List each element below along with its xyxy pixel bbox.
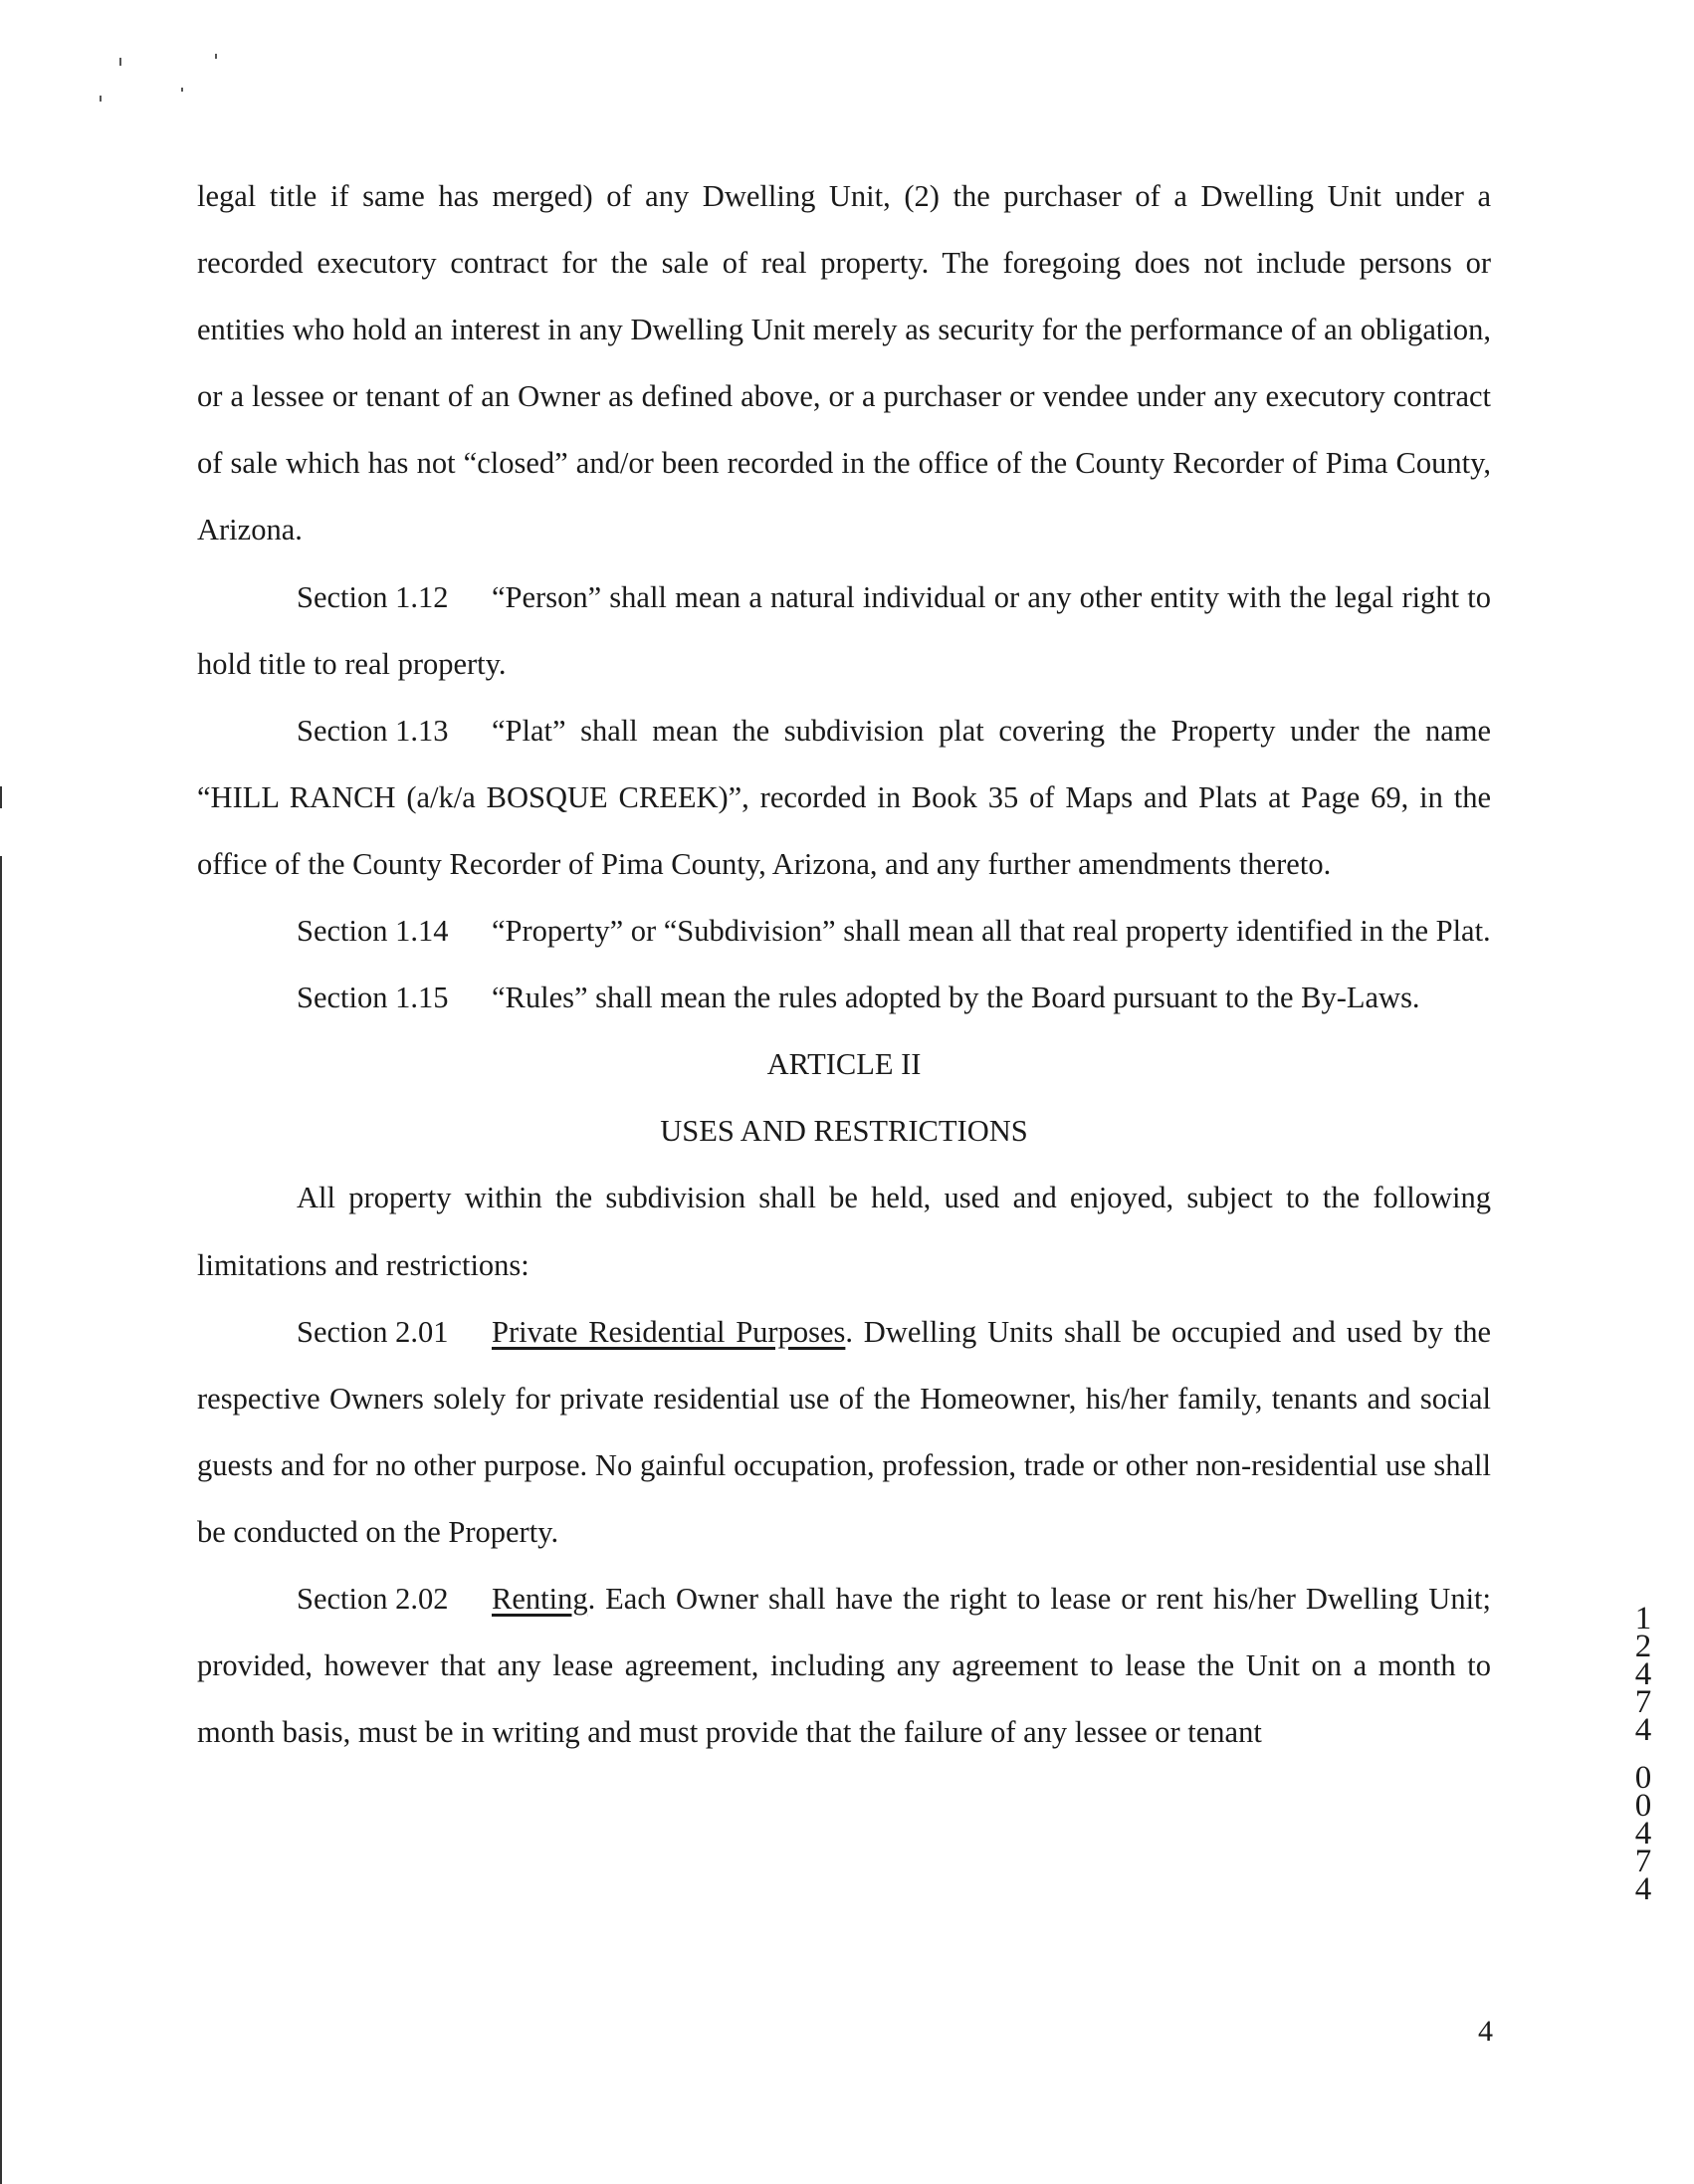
- section-text: . Dwelling Units shall be occupied and used by the respective Owners solely for private residential use of the Homeowner, his/her family, tenants and social guests and for no other purpose. No gainful occupation, profession, trade or other non-residential use shall be conducted on the Property.: [197, 1314, 1491, 1549]
- scan-edge-line: [0, 786, 2, 808]
- page-number: 4: [1478, 2015, 1493, 2048]
- stamp-digit: 4: [1634, 1656, 1652, 1692]
- article-subtitle: USES AND RESTRICTIONS: [660, 1114, 1028, 1149]
- scan-speck: [181, 88, 183, 92]
- scan-speck: [215, 54, 217, 59]
- stamp-digit: 2: [1634, 1629, 1652, 1664]
- section-number: Section 1.15: [297, 981, 449, 1015]
- section-2-01: [197, 1299, 1491, 1566]
- stamp-digit: 7: [1634, 1844, 1652, 1879]
- section-number: Section 1.14: [297, 914, 449, 949]
- stamp-digit: 4: [1634, 1871, 1652, 1907]
- section-2-02: [197, 1566, 1491, 1766]
- section-number: Section 1.13: [297, 713, 449, 748]
- section-number: Section 2.01: [297, 1314, 449, 1349]
- document-body: [197, 163, 1491, 1766]
- recording-stamp: [1628, 1601, 1658, 1907]
- paragraph-owner-definition-continued: legal title if same has merged) of any Dwelling Unit, (2) the purchaser of a Dwelling Unit under a recorded executory contract for the sale of real property. The foregoing does not include persons or entities who hold an interest in any Dwelling Unit merely as security for the performance of an obligation, or a lessee or tenant of an Owner as defined above, or a purchaser or vendee under any executory contract of sale which has not “closed” and/or been recorded in the office of the County Recorder of Pima County, Arizona.: [197, 179, 1491, 547]
- section-number: Section 1.12: [297, 579, 449, 614]
- scan-speck: [119, 58, 121, 66]
- section-text: “Rules” shall mean the rules adopted by the Board pursuant to the By-Laws.: [492, 981, 1420, 1015]
- section-1-15: [197, 965, 1491, 1031]
- article-intro: All property within the subdivision shall be held, used and enjoyed, subject to the following limitations and restrictions:: [197, 1181, 1491, 1282]
- section-text: “Person” shall mean a natural individual or any other entity with the legal right to hold title to real property.: [197, 579, 1491, 681]
- stamp-digit: 0: [1634, 1788, 1652, 1824]
- stamp-digit: 1: [1634, 1601, 1652, 1637]
- scan-edge-line: [0, 856, 2, 2184]
- stamp-digit: 7: [1634, 1684, 1652, 1720]
- section-1-13: [197, 698, 1491, 898]
- stamp-digit: 4: [1634, 1712, 1652, 1748]
- section-number: Section 2.02: [297, 1581, 449, 1616]
- section-text: “Plat” shall mean the subdivision plat covering the Property under the name “HILL RANCH (a/k/a BOSQUE CREEK)”, recorded in Book 35 of Maps and Plats at Page 69, in the office of the County Recorder of Pima County, Arizona, and any further amendments thereto.: [197, 713, 1491, 881]
- stamp-digit: 4: [1634, 1816, 1652, 1852]
- section-heading: Renting: [492, 1581, 588, 1616]
- section-1-14: [197, 898, 1491, 965]
- scan-speck: [100, 96, 102, 102]
- stamp-digit: 0: [1634, 1760, 1652, 1796]
- article-title: ARTICLE II: [766, 1047, 922, 1082]
- section-heading: Private Residential Purposes: [492, 1314, 846, 1349]
- section-text: . Each Owner shall have the right to lease or rent his/her Dwelling Unit; provided, however that any lease agreement, including any agreement to lease the Unit on a month to month basis, must be in writing and must provide that the failure of any lessee or tenant: [197, 1581, 1491, 1750]
- section-text: “Property” or “Subdivision” shall mean all that real property identified in the Plat.: [492, 914, 1491, 949]
- section-1-12: [197, 564, 1491, 698]
